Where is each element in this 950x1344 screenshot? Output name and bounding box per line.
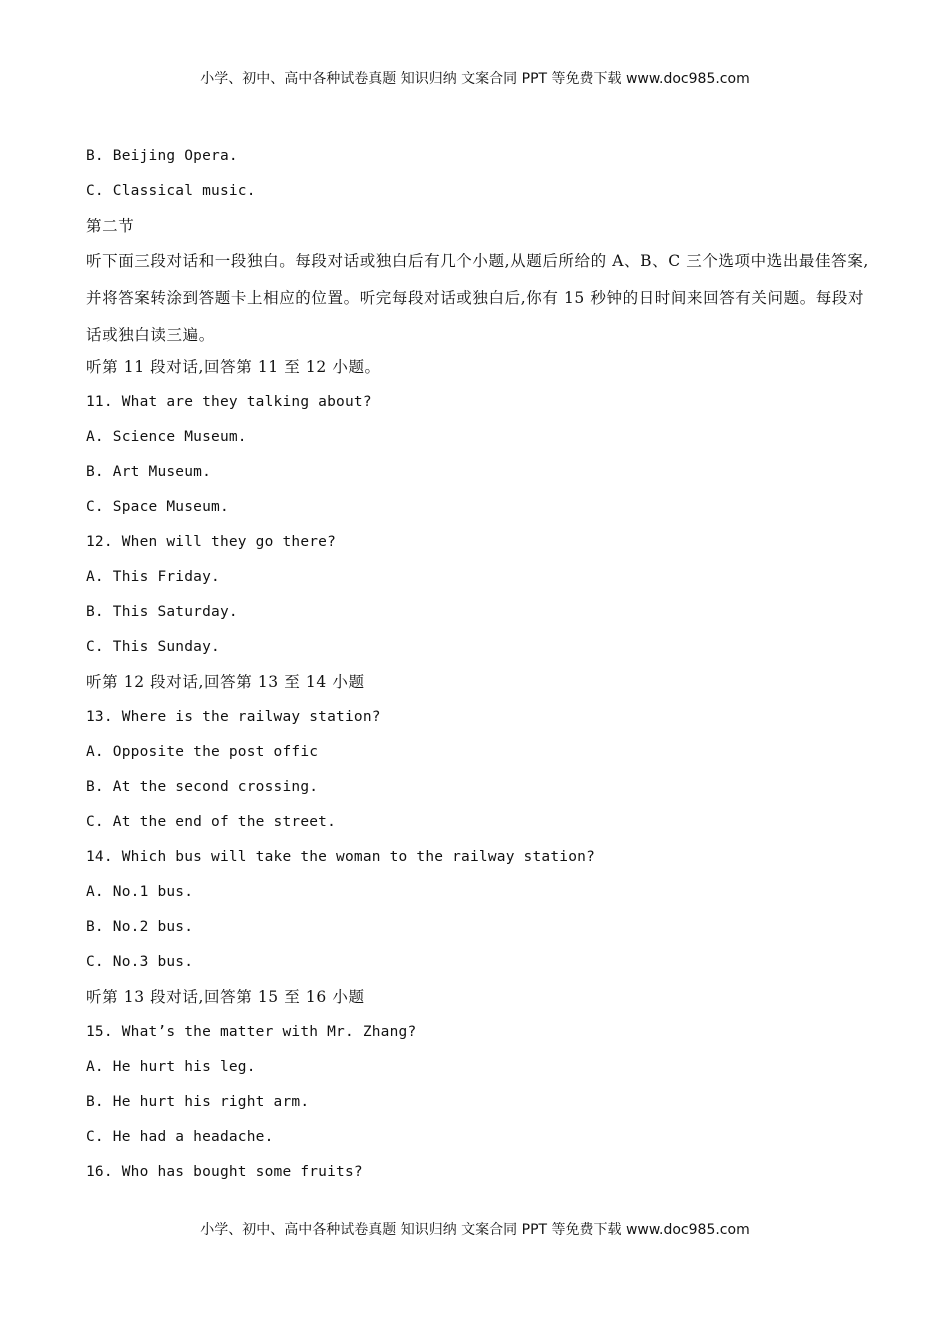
- q12-option-b: B. This Saturday.: [86, 604, 238, 620]
- q15-option-b: B. He hurt his right arm.: [86, 1094, 310, 1110]
- q11-option-b: B. Art Museum.: [86, 464, 212, 480]
- q11-option-c: C. Space Museum.: [86, 499, 229, 515]
- q14-option-b: B. No.2 bus.: [86, 919, 194, 935]
- option-c-classical-music: C. Classical music.: [86, 183, 256, 199]
- q13-option-c: C. At the end of the street.: [86, 814, 337, 830]
- page-footer: 小学、初中、高中各种试卷真题 知识归纳 文案合同 PPT 等免费下载 www.doc985.com: [200, 1222, 750, 1238]
- q15-option-c: C. He had a headache.: [86, 1129, 274, 1145]
- q12-option-c: C. This Sunday.: [86, 639, 220, 655]
- q15-option-a: A. He hurt his leg.: [86, 1059, 256, 1075]
- q11-option-a: A. Science Museum.: [86, 429, 247, 445]
- question-14: 14. Which bus will take the woman to the railway station?: [86, 849, 595, 865]
- document-body: [86, 144, 876, 1195]
- section-instructions: 听下面三段对话和一段独白。每段对话或独白后有几个小题,从题后所给的 A、B、C 三个选项中选出最佳答案,并将答案转涂到答题卡上相应的位置。听完每段对话或独白后,你有 15 秒钟的日时间来回答有关问题。每段对话或独白读三遍。: [86, 252, 869, 344]
- q13-option-a: A. Opposite the post offic: [86, 744, 319, 760]
- q12-option-a: A. This Friday.: [86, 569, 220, 585]
- dialogue-11-instruction: 听第 11 段对话,回答第 11 至 12 小题。: [86, 358, 381, 376]
- question-13: 13. Where is the railway station?: [86, 709, 381, 725]
- q14-option-a: A. No.1 bus.: [86, 884, 194, 900]
- dialogue-13-instruction: 听第 13 段对话,回答第 15 至 16 小题: [86, 988, 365, 1006]
- dialogue-12-instruction: 听第 12 段对话,回答第 13 至 14 小题: [86, 673, 365, 691]
- question-12: 12. When will they go there?: [86, 534, 337, 550]
- page-header: 小学、初中、高中各种试卷真题 知识归纳 文案合同 PPT 等免费下载 www.doc985.com: [200, 71, 750, 87]
- question-11: 11. What are they talking about?: [86, 394, 372, 410]
- question-16: 16. Who has bought some fruits?: [86, 1164, 363, 1180]
- q14-option-c: C. No.3 bus.: [86, 954, 194, 970]
- option-b-beijing-opera: B. Beijing Opera.: [86, 148, 238, 164]
- section-heading: 第二节: [86, 217, 135, 235]
- question-15: 15. What’s the matter with Mr. Zhang?: [86, 1024, 417, 1040]
- q13-option-b: B. At the second crossing.: [86, 779, 319, 795]
